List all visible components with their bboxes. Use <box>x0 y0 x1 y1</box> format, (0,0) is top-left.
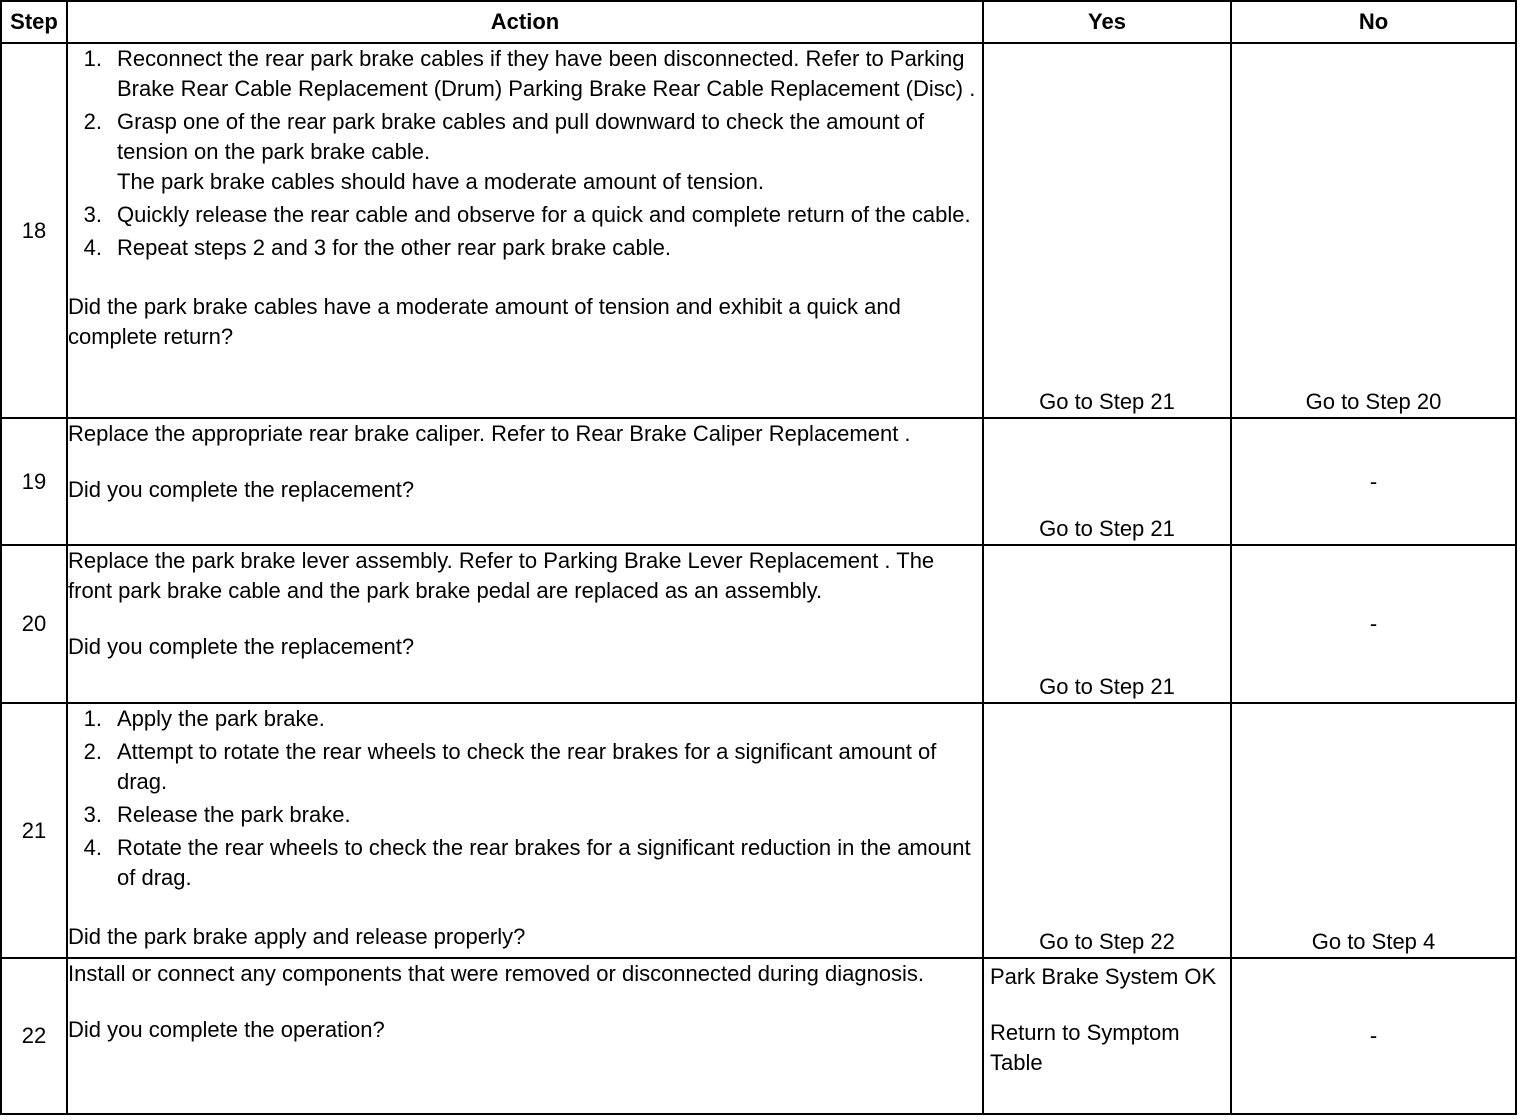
list-item: 2. Grasp one of the rear park brake cables and pull downward to check the amount of tension on the park brake cable. The park brake cables should have a moderate amount of tension. <box>83 109 925 194</box>
list-item-note: The park brake cables should have a moderate amount of tension. <box>117 169 764 194</box>
action-list <box>68 44 982 263</box>
action-question: Did you complete the replacement? <box>68 477 415 502</box>
list-item: 1. Reconnect the rear park brake cables if they have been disconnected. Refer to Parking Brake Rear Cable Replacement (Drum) Parking Brake Rear Cable Replacement (Disc) . <box>83 46 976 101</box>
table-row <box>1 545 1516 703</box>
no-cell: Go to Step 4 <box>1231 703 1516 958</box>
no-cell: - <box>1231 545 1516 703</box>
action-cell <box>67 545 983 703</box>
action-text: Install or connect any components that were removed or disconnected during diagnosis. <box>68 961 925 986</box>
table-row <box>1 958 1516 1114</box>
step-number: 20 <box>1 545 67 703</box>
action-cell <box>67 418 983 545</box>
no-cell: Go to Step 20 <box>1231 43 1516 418</box>
yes-cell: Go to Step 22 <box>983 703 1231 958</box>
step-number: 21 <box>1 703 67 958</box>
yes-cell: Go to Step 21 <box>983 545 1231 703</box>
list-item: 4. Repeat steps 2 and 3 for the other rear park brake cable. <box>83 235 671 260</box>
header-row <box>1 1 1516 43</box>
header-yes: Yes <box>983 1 1231 43</box>
list-item: 2. Attempt to rotate the rear wheels to check the rear brakes for a significant amount of drag. <box>83 739 937 794</box>
action-cell <box>67 958 983 1114</box>
action-text: Replace the appropriate rear brake caliper. Refer to Rear Brake Caliper Replacement . <box>68 421 911 446</box>
yes-cell: Go to Step 21 <box>983 43 1231 418</box>
yes-cell <box>983 958 1231 1114</box>
action-text: Replace the park brake lever assembly. Refer to Parking Brake Lever Replacement . The front park brake cable and the park brake pedal are replaced as an assembly. <box>68 548 935 603</box>
list-item: 3. Quickly release the rear cable and observe for a quick and complete return of the cable. <box>83 202 971 227</box>
step-number: 18 <box>1 43 67 418</box>
action-cell <box>67 43 983 418</box>
action-question: Did the park brake cables have a moderate amount of tension and exhibit a quick and complete return? <box>68 294 901 349</box>
header-action: Action <box>67 1 983 43</box>
list-item: 3. Release the park brake. <box>83 802 351 827</box>
table-row <box>1 703 1516 958</box>
action-list <box>68 704 982 893</box>
step-number: 19 <box>1 418 67 545</box>
action-question: Did the park brake apply and release properly? <box>68 924 526 949</box>
yes-result: Park Brake System OK <box>990 964 1217 989</box>
header-no: No <box>1231 1 1516 43</box>
yes-result-secondary: Return to Symptom Table <box>990 1020 1180 1075</box>
list-item: 1. Apply the park brake. <box>83 706 325 731</box>
list-item: 4. Rotate the rear wheels to check the rear brakes for a significant reduction in the amount of drag. <box>83 835 971 890</box>
table-row <box>1 43 1516 418</box>
table-row <box>1 418 1516 545</box>
action-cell <box>67 703 983 958</box>
action-question: Did you complete the operation? <box>68 1017 385 1042</box>
step-number: 22 <box>1 958 67 1114</box>
no-cell: - <box>1231 418 1516 545</box>
header-step: Step <box>1 1 67 43</box>
action-question: Did you complete the replacement? <box>68 634 415 659</box>
yes-cell: Go to Step 21 <box>983 418 1231 545</box>
no-cell: - <box>1231 958 1516 1114</box>
